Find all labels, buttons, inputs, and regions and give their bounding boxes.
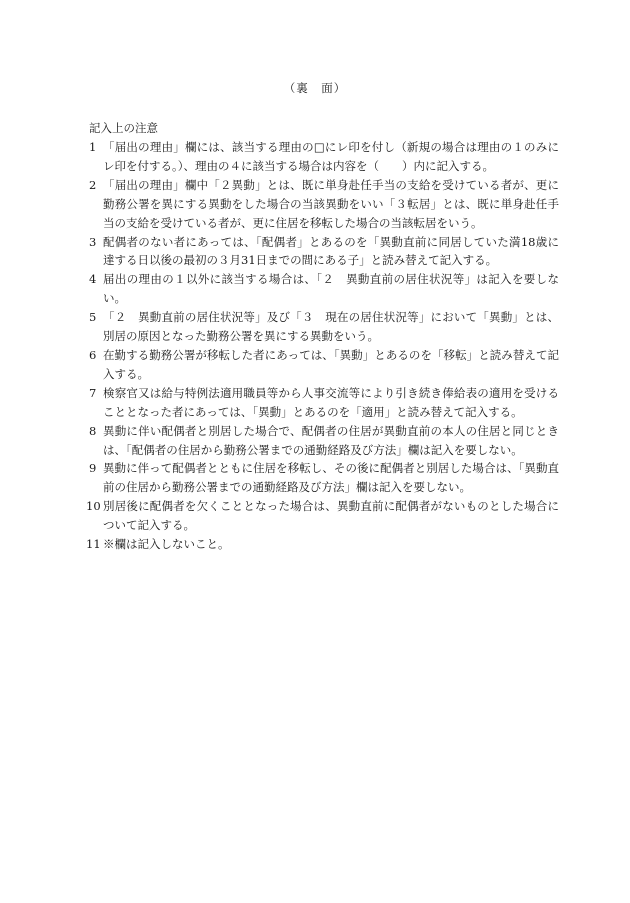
- note-number: 2: [89, 177, 97, 192]
- note-number: 4: [89, 272, 97, 287]
- note-item: [89, 308, 559, 346]
- note-item: [89, 422, 559, 460]
- note-text: 届出の理由の１以外に該当する場合は、「２ 異動直前の居住状況等」は記入を要しない。: [103, 272, 559, 306]
- note-number: 3: [89, 234, 97, 249]
- note-text: 配偶者のない者にあっては、「配偶者」とあるのを「異動直前に同居していた満18歳に達する日以後の最初の３月31日までの間にある子」と読み替えて記入する。: [103, 234, 559, 268]
- note-item: [89, 233, 559, 271]
- note-text: 「届出の理由」欄には、該当する理由の□にレ印を付し（新規の場合は理由の１のみにレ印を付する。）、理由の４に該当する場合は内容を（ ）内に記入する。: [103, 140, 559, 173]
- note-text: 検察官又は給与特例法適用職員等から人事交流等により引き続き俸給表の適用を受けることとなった者にあっては、「異動」とあるのを「適用」と読み替えて記入する。: [103, 385, 559, 419]
- section-heading: 記入上の注意: [89, 121, 158, 135]
- note-item: [89, 346, 559, 384]
- note-item: [89, 384, 559, 422]
- note-item: [86, 497, 559, 535]
- note-text: ※欄は記入しないこと。: [103, 537, 230, 552]
- note-text: 別居後に配偶者を欠くこととなった場合は、異動直前に配偶者がないものとした場合について記入する。: [103, 499, 559, 533]
- note-item: [89, 176, 559, 233]
- note-number: 8: [89, 423, 97, 438]
- note-text: 「届出の理由」欄中「２異動」とは、既に単身赴任手当の支給を受けている者が、更に勤務公署を異にする異動をした場合の当該異動をいい「３転居」とは、既に単身赴任手当の支給を受けている者が、更に住居を移転した場合の当該転居をいう。: [103, 177, 559, 230]
- note-text: 異動に伴い配偶者と別居した場合で、配偶者の住居が異動直前の本人の住居と同じときは、「配偶者の住居から勤務公署までの通勤経路及び方法」欄は記入を要しない。: [103, 423, 559, 457]
- note-number: 10: [86, 499, 101, 514]
- note-number: 1: [89, 140, 97, 154]
- note-item: [86, 535, 559, 554]
- note-item: [89, 459, 559, 497]
- note-number: 5: [89, 310, 97, 325]
- note-number: 7: [89, 385, 97, 400]
- page-title: （裏 面）: [283, 81, 347, 95]
- note-number: 6: [89, 347, 97, 362]
- notes-list: [86, 138, 559, 554]
- note-text: 「２ 異動直前の居住状況等」及び「３ 現在の居住状況等」において「異動」とは、別居の原因となった勤務公署を異にする異動をいう。: [103, 310, 559, 344]
- note-item: [89, 270, 559, 308]
- note-item: [89, 138, 559, 176]
- note-text: 在勤する勤務公署が移転した者にあっては、「異動」とあるのを「移転」と読み替えて記入する。: [103, 347, 559, 381]
- note-number: 11: [86, 537, 101, 552]
- note-number: 9: [89, 461, 97, 476]
- note-text: 異動に伴って配偶者とともに住居を移転し、その後に配偶者と別居した場合は、「異動直前の住居から勤務公署までの通勤経路及び方法」欄は記入を要しない。: [103, 461, 559, 495]
